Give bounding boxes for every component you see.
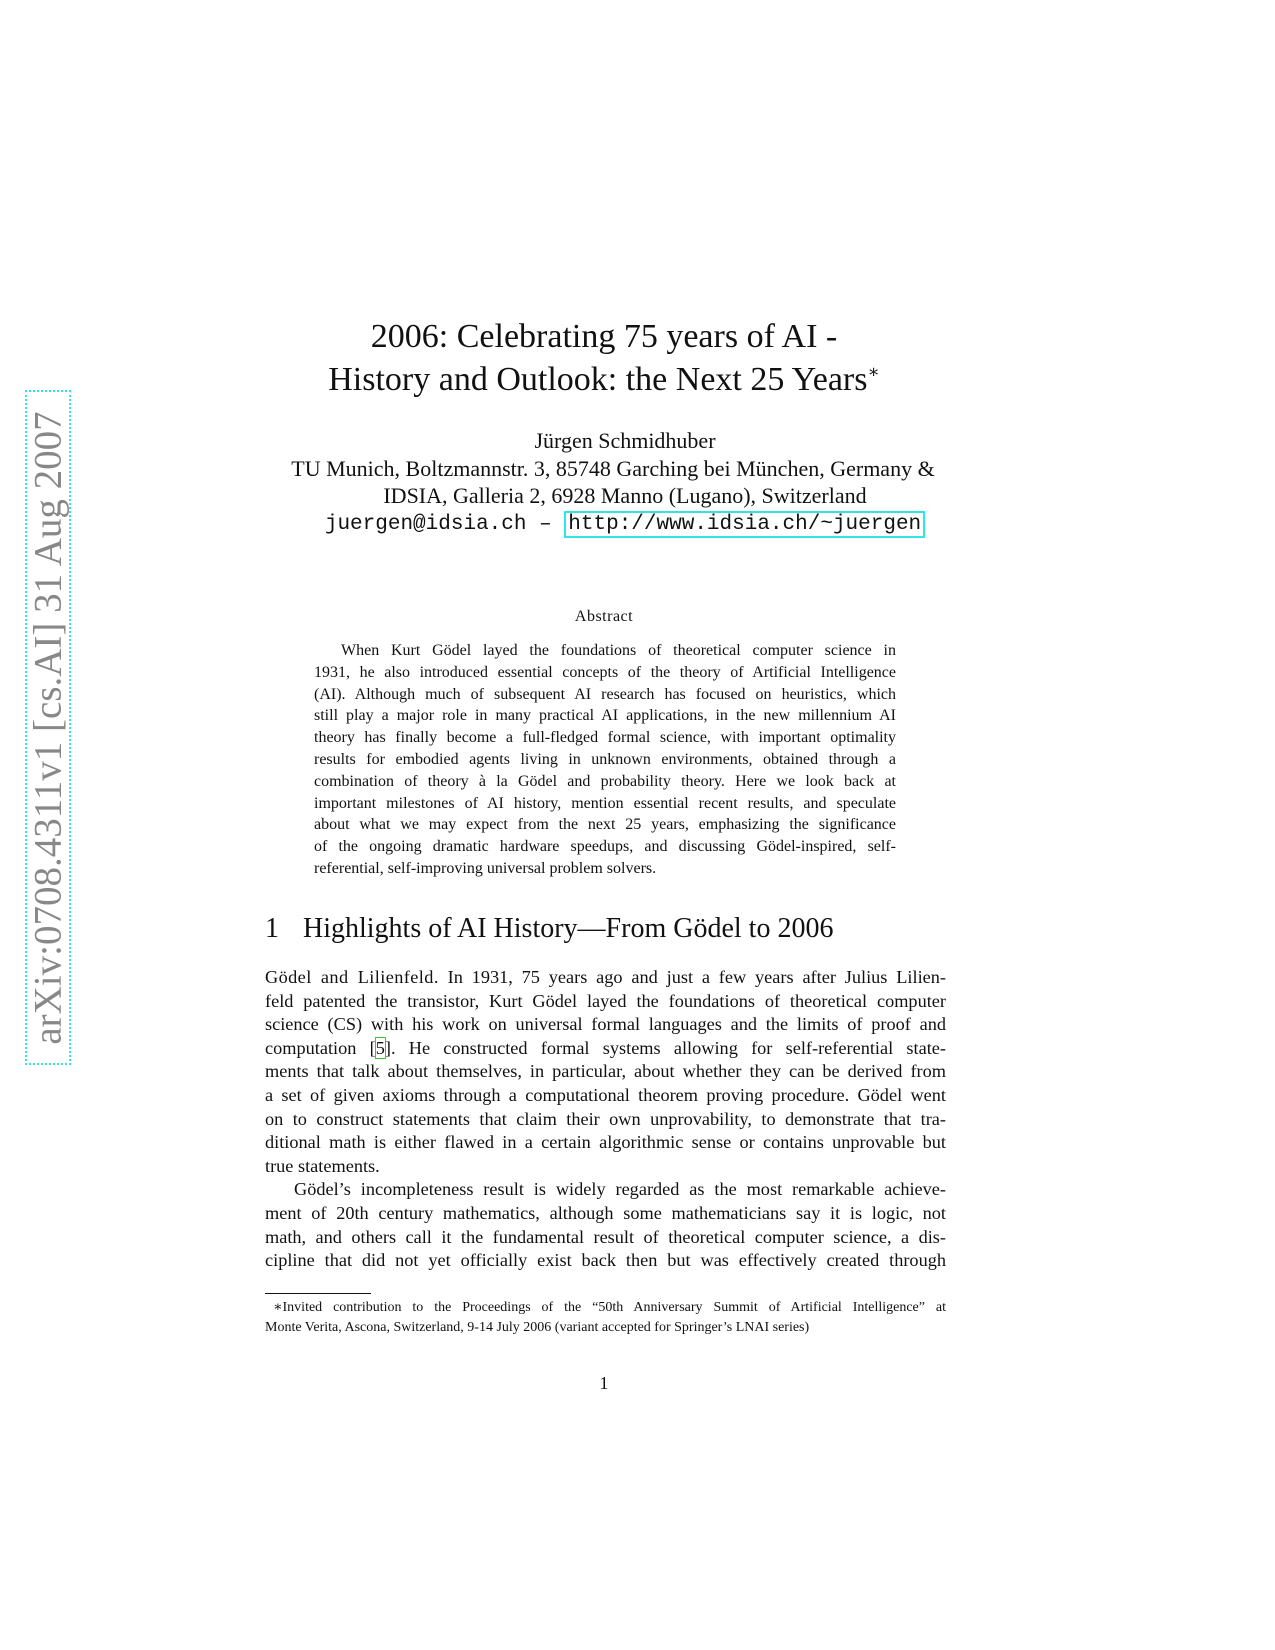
body-line: on to construct statements that claim their own unprovability, to demonstrate that tra- bbox=[265, 1108, 946, 1129]
email: juergen@idsia.ch – bbox=[324, 513, 565, 536]
footnote-line: Monte Verita, Ascona, Switzerland, 9-14 July 2006 (variant accepted for Springer’s LNAI series) bbox=[265, 1320, 810, 1335]
body-line: ditional math is either flawed in a certain algorithmic sense or contains unprovable but bbox=[265, 1132, 946, 1153]
paper-title-line1: 2006: Celebrating 75 years of AI - bbox=[370, 318, 838, 355]
abstract-line: important milestones of AI history, mention essential recent results, and speculate bbox=[314, 794, 896, 812]
footnote bbox=[265, 1298, 946, 1338]
abstract-heading: Abstract bbox=[574, 608, 634, 625]
body-line: feld patented the transistor, Kurt Gödel layed the foundations of theoretical computer bbox=[265, 990, 946, 1011]
body-line: a set of given axioms through a computational theorem proving procedure. Gödel went bbox=[265, 1084, 946, 1105]
body-line: ment of 20th century mathematics, although some mathematicians say it is logic, not bbox=[265, 1202, 946, 1223]
body-line: math, and others call it the fundamental result of theoretical computer science, a dis- bbox=[265, 1226, 946, 1247]
abstract-line: When Kurt Gödel layed the foundations of theoretical computer science in bbox=[341, 642, 896, 659]
abstract-line: combination of theory à la Gödel and probability theory. Here we look back at bbox=[314, 772, 896, 790]
body-line bbox=[265, 966, 946, 990]
body-line-text: In 1931, 75 years ago and just a few years after Julius Lilien- bbox=[438, 967, 947, 987]
affiliation-1: TU Munich, Boltzmannstr. 3, 85748 Garching bei München, Germany & bbox=[291, 456, 935, 481]
run-in-heading: Gödel and Lilienfeld. bbox=[265, 967, 439, 987]
body-line: science (CS) with his work on universal formal languages and the limits of proof and bbox=[265, 1014, 946, 1035]
page-number: 1 bbox=[599, 1373, 609, 1393]
section-number: 1 bbox=[265, 913, 279, 944]
abstract-body bbox=[314, 640, 896, 880]
body-line: ments that talk about themselves, in particular, about whether they can be derived from bbox=[265, 1061, 946, 1082]
footnote-line: ∗Invited contribution to the Proceedings of the “50th Anniversary Summit of Artificial Intelligence” at bbox=[273, 1300, 946, 1315]
section-title: Highlights of AI History—From Gödel to 2006 bbox=[303, 913, 834, 944]
body-line: true statements. bbox=[265, 1155, 380, 1176]
body-line: Gödel’s incompleteness result is widely regarded as the most remarkable achieve- bbox=[294, 1179, 946, 1200]
abstract-line: about what we may expect from the next 25 years, emphasizing the significance bbox=[314, 816, 896, 834]
section-heading bbox=[265, 913, 833, 945]
homepage-link[interactable]: http://www.idsia.ch/~juergen bbox=[564, 511, 925, 538]
body-line: computation [5]. He constructed formal systems allowing for self-referential state- bbox=[265, 1037, 947, 1058]
footnote-rule bbox=[265, 1293, 371, 1294]
contact-line bbox=[0, 513, 1250, 536]
body-line: cipline that did not yet officially exist back then but was effectively created through bbox=[265, 1250, 946, 1271]
abstract-line: theory has finally become a full-fledged formal science, with important optimality bbox=[314, 729, 896, 747]
abstract-line: (AI). Although much of subsequent AI research has focused on heuristics, which bbox=[314, 685, 896, 703]
title-footnote-mark[interactable]: ∗ bbox=[867, 361, 880, 382]
title-text: History and Outlook: the Next 25 Years bbox=[328, 361, 868, 398]
abstract-line: of the ongoing dramatic hardware speedups, and discussing Gödel-inspired, self- bbox=[314, 838, 896, 856]
body-text bbox=[265, 966, 946, 1273]
abstract-line: 1931, he also introduced essential concepts of the theory of Artificial Intelligence bbox=[314, 663, 896, 681]
paper-title-line2 bbox=[0, 361, 1208, 399]
abstract-line: results for embodied agents living in unknown environments, obtained through a bbox=[314, 750, 896, 768]
author-name: Jürgen Schmidhuber bbox=[534, 428, 716, 453]
affiliation-2: IDSIA, Galleria 2, 6928 Manno (Lugano), Switzerland bbox=[383, 483, 867, 508]
abstract-line: still play a major role in many practical AI applications, in the new millennium AI bbox=[314, 707, 896, 725]
arxiv-id: arXiv:0708.4311v1 [cs.AI] 31 Aug 2007 bbox=[26, 410, 70, 1045]
abstract-line: referential, self-improving universal problem solvers. bbox=[314, 859, 657, 877]
citation-link[interactable]: 5 bbox=[375, 1037, 385, 1058]
